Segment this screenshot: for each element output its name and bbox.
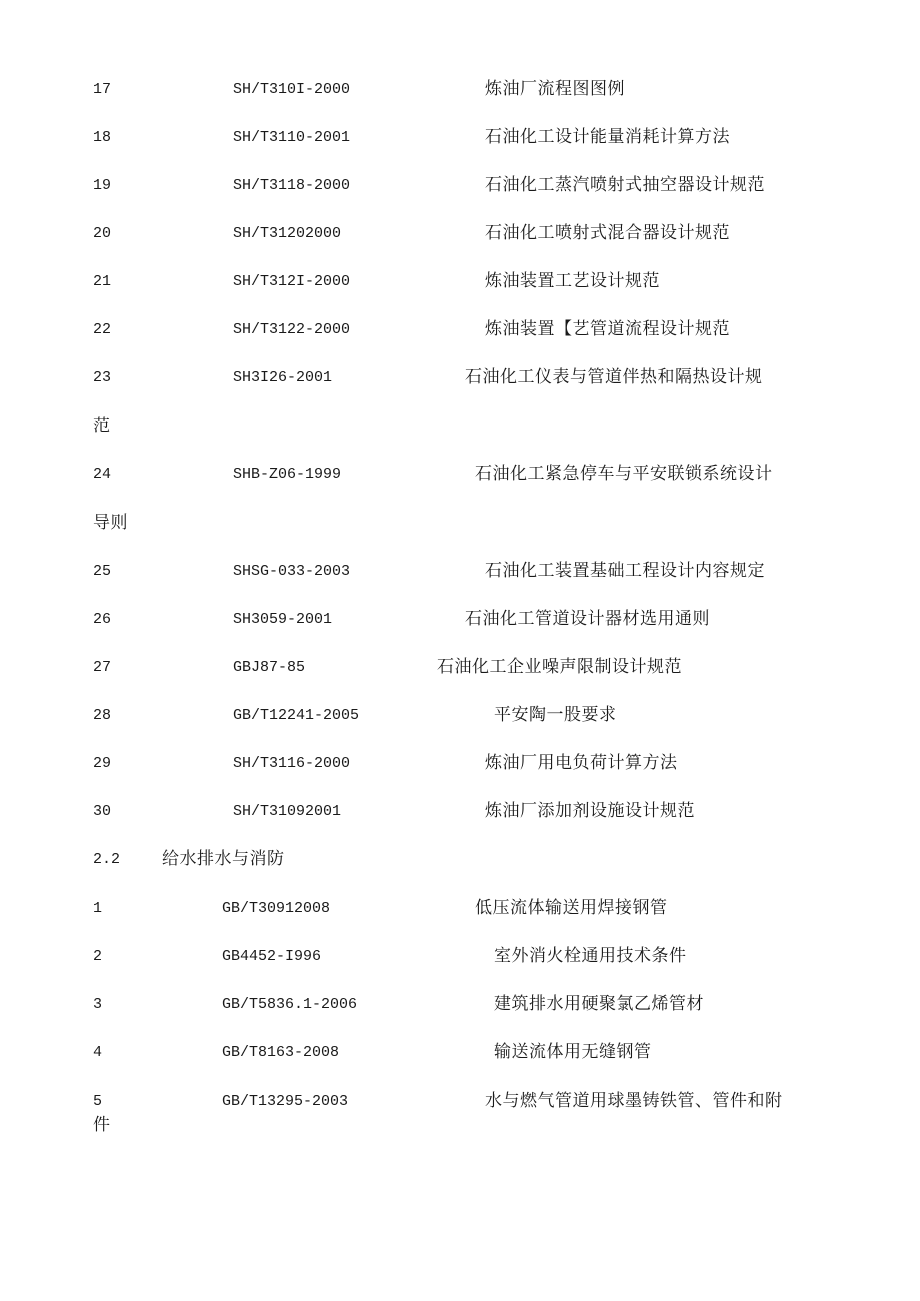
standard-code: GB/T5836.1-2006 (222, 996, 358, 1013)
row-number: 22 (93, 321, 112, 338)
standard-code: GB4452-I996 (222, 948, 322, 965)
standard-title: 输送流体用无缝钢管 (494, 1042, 652, 1062)
standard-title-continuation: 件 (93, 1115, 111, 1135)
standard-title: 石油化工企业噪声限制设计规范 (437, 657, 682, 677)
row-number: 24 (93, 466, 112, 483)
row-number: 26 (93, 611, 112, 628)
standard-title: 水与燃气管道用球墨铸铁管、管件和附 (485, 1091, 783, 1111)
standard-code: SHSG-033-2003 (233, 563, 351, 580)
standard-title: 石油化工设计能量消耗计算方法 (485, 127, 730, 147)
row-number: 18 (93, 129, 112, 146)
standard-title: 炼油厂添加剂设施设计规范 (485, 801, 695, 821)
standard-title: 石油化工装置基础工程设计内容规定 (485, 561, 765, 581)
standard-code: SH/T31202000 (233, 225, 342, 242)
standard-title: 石油化工紧急停车与平安联锁系统设计 (475, 464, 773, 484)
standard-code: GB/T8163-2008 (222, 1044, 340, 1061)
standard-title: 室外消火栓通用技术条件 (494, 946, 687, 966)
standard-title: 炼油厂用电负荷计算方法 (485, 753, 678, 773)
row-number: 3 (93, 996, 103, 1013)
standard-code: GB/T13295-2003 (222, 1093, 349, 1110)
row-number: 4 (93, 1044, 103, 1061)
standard-title: 炼油装置【艺管道流程设计规范 (485, 319, 730, 339)
standard-code: SH3I26-2001 (233, 369, 333, 386)
row-number: 23 (93, 369, 112, 386)
standard-title: 炼油装置工艺设计规范 (485, 271, 660, 291)
row-number: 2 (93, 948, 103, 965)
row-number: 29 (93, 755, 112, 772)
row-number: 17 (93, 81, 112, 98)
standard-code: GB/T12241-2005 (233, 707, 360, 724)
section-title: 给水排水与消防 (162, 849, 285, 869)
standard-code: SH/T310I-2000 (233, 81, 351, 98)
standard-code: SH/T312I-2000 (233, 273, 351, 290)
standard-code: SHB-Z06-1999 (233, 466, 342, 483)
row-number: 28 (93, 707, 112, 724)
standard-code: SH3059-2001 (233, 611, 333, 628)
row-number: 25 (93, 563, 112, 580)
row-number: 1 (93, 900, 103, 917)
row-number: 21 (93, 273, 112, 290)
standard-code: SH/T3118-2000 (233, 177, 351, 194)
standard-title: 平安陶一股要求 (494, 705, 617, 725)
section-number: 2.2 (93, 851, 121, 868)
row-number: 19 (93, 177, 112, 194)
row-number: 27 (93, 659, 112, 676)
standard-title: 石油化工仪表与管道伴热和隔热设计规 (465, 367, 763, 387)
standard-code: SH/T3110-2001 (233, 129, 351, 146)
standard-title: 炼油厂流程图图例 (485, 79, 625, 99)
standard-title-continuation: 范 (93, 416, 111, 436)
standard-title: 石油化工蒸汽喷射式抽空器设计规范 (485, 175, 765, 195)
standard-code: GB/T30912008 (222, 900, 331, 917)
standard-title: 石油化工喷射式混合器设计规范 (485, 223, 730, 243)
standard-code: SH/T3116-2000 (233, 755, 351, 772)
row-number: 30 (93, 803, 112, 820)
row-number: 5 (93, 1093, 103, 1110)
standard-title: 石油化工管道设计器材选用通则 (465, 609, 710, 629)
row-number: 20 (93, 225, 112, 242)
standard-code: GBJ87-85 (233, 659, 306, 676)
standard-code: SH/T3122-2000 (233, 321, 351, 338)
standard-title: 低压流体输送用焊接钢管 (475, 898, 668, 918)
standard-title-continuation: 导则 (93, 513, 128, 533)
standard-code: SH/T31092001 (233, 803, 342, 820)
standard-title: 建筑排水用硬聚氯乙烯管材 (494, 994, 704, 1014)
